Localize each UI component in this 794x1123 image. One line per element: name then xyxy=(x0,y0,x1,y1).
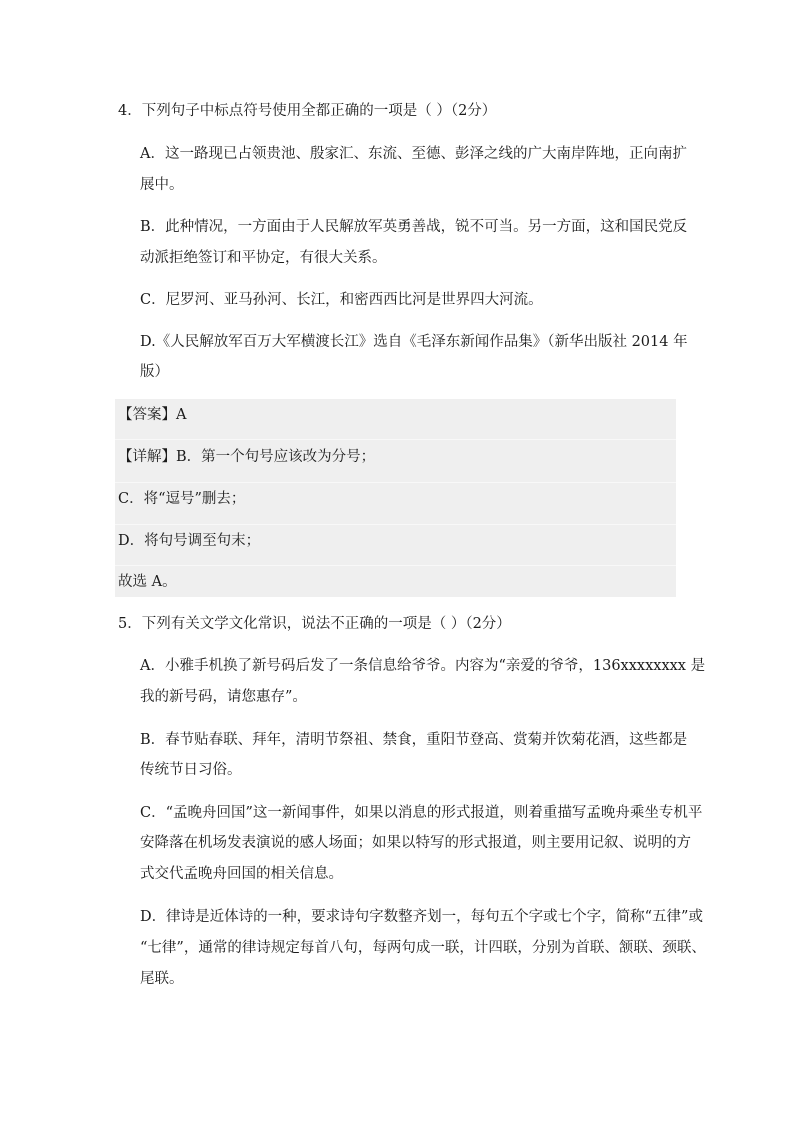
question-4-option-c-line-1: C．尼罗河、亚马孙河、长江，和密西西比河是世界四大河流。 xyxy=(140,292,543,308)
question-5-option-a-line-2: 我的新号码，请您惠存”。 xyxy=(140,689,307,705)
question-5-option-c-line-3: 式交代孟晚舟回国的相关信息。 xyxy=(140,866,343,882)
answer-row-divider xyxy=(115,482,676,483)
answer-label: 【答案】A xyxy=(118,407,187,423)
answer-detail: 【详解】B．第一个句号应该改为分号； xyxy=(118,449,376,465)
question-5-option-b-line-1: B．春节贴春联、拜年，清明节祭祖、禁食，重阳节登高、赏菊并饮菊花酒，这些都是 xyxy=(140,732,688,748)
question-5-option-b-line-2: 传统节日习俗。 xyxy=(140,762,242,778)
answer-detail-d: D．将句号调至句末； xyxy=(118,533,261,549)
question-4-option-a-line-1: A．这一路现已占领贵池、殷家汇、东流、至德、彭泽之线的广大南岸阵地，正向南扩 xyxy=(140,146,687,162)
question-5-option-d-line-2: “七律”，通常的律诗规定每首八句，每两句成一联，计四联，分别为首联、颔联、颈联、 xyxy=(140,940,706,956)
question-4-option-b-line-2: 动派拒绝签订和平协定，有很大关系。 xyxy=(140,250,387,266)
question-4-option-b-line-1: B．此种情况，一方面由于人民解放军英勇善战，锐不可当。另一方面，这和国民党反 xyxy=(140,219,688,235)
answer-row-divider xyxy=(115,565,676,566)
question-4-option-d-line-2: 版） xyxy=(140,364,169,380)
question-5-option-d-line-1: D．律诗是近体诗的一种，要求诗句字数整齐划一，每句五个字或七个字，简称“五律”或 xyxy=(140,909,703,925)
question-5-option-a-line-1: A．小雅手机换了新号码后发了一条信息给爷爷。内容为“亲爱的爷爷，136xxxxxxxx 是 xyxy=(140,658,706,674)
question-4-option-d-line-1: D.《人民解放军百万大军横渡长江》选自《毛泽东新闻作品集》（新华出版社 2014 年 xyxy=(140,334,688,350)
question-5-option-c-line-2: 安降落在机场发表演说的感人场面；如果以特写的形式报道，则主要用记叙、说明的方 xyxy=(140,835,691,851)
answer-conclusion: 故选 A。 xyxy=(118,574,177,590)
question-4-stem: 4．下列句子中标点符号使用全都正确的一项是（ ）（2分） xyxy=(118,103,497,119)
answer-row-divider xyxy=(115,439,676,440)
answer-detail-c: C．将“逗号”删去； xyxy=(118,491,246,507)
question-5-option-c-line-1: C．“孟晚舟回国”这一新闻事件，如果以消息的形式报道，则着重描写孟晚舟乘坐专机平 xyxy=(140,805,703,821)
question-5-stem: 5．下列有关文学文化常识，说法不正确的一项是（ ）（2分） xyxy=(118,616,511,632)
question-4-option-a-line-2: 展中。 xyxy=(140,177,184,193)
question-5-option-d-line-3: 尾联。 xyxy=(140,971,184,987)
answer-row-divider xyxy=(115,524,676,525)
